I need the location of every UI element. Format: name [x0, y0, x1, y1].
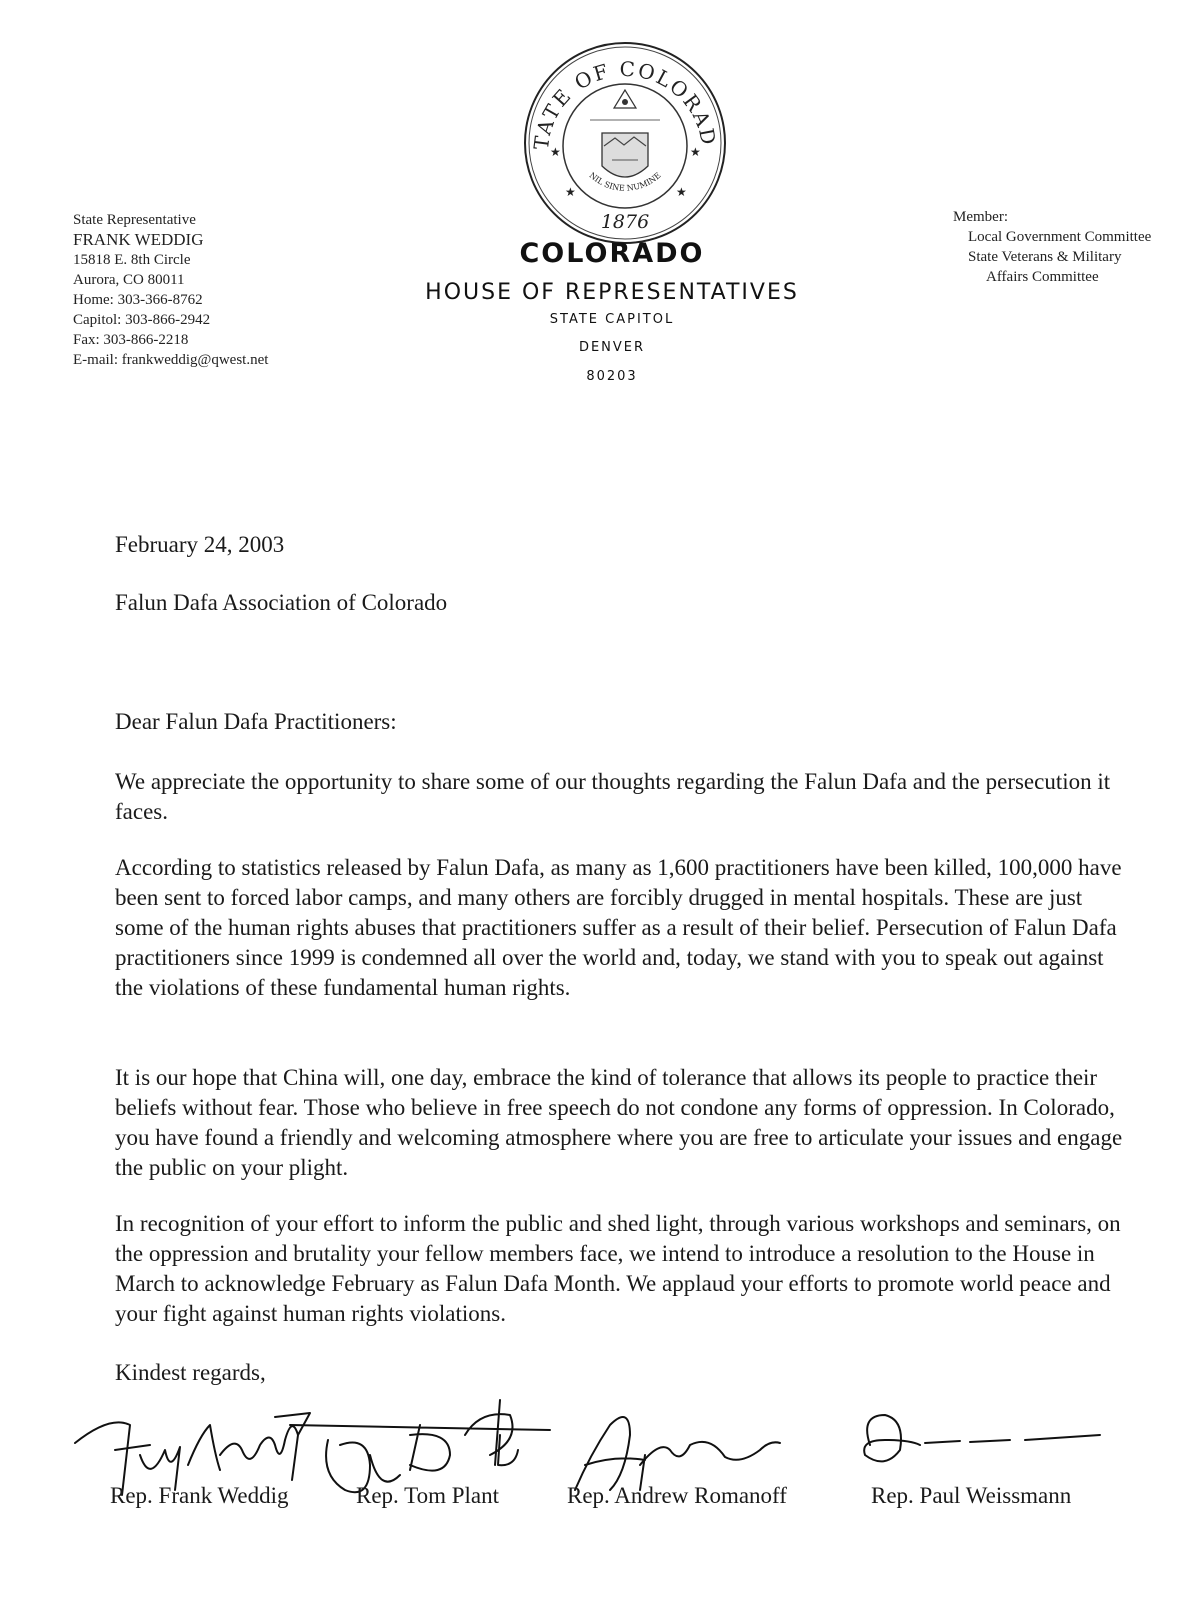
signature-paul-weissmann: [864, 1415, 1100, 1461]
sender-info: [73, 210, 268, 370]
letterhead-house: HOUSE OF REPRESENTATIVES: [425, 280, 799, 305]
signatory-name: Rep. Frank Weddig: [110, 1483, 289, 1508]
sender-address-line2: Aurora, CO 80011: [73, 272, 185, 288]
signatory-name: Rep. Tom Plant: [356, 1483, 499, 1508]
committee-item: Local Government Committee: [968, 229, 1152, 245]
sender-capitol-phone: Capitol: 303-866-2942: [73, 312, 211, 328]
letterhead-city: DENVER: [578, 340, 646, 355]
signature-andrew-romanoff: [575, 1417, 780, 1490]
letter-paragraph-3: It is our hope that China will, one day, embrace the kind of tolerance that allows its people to practice their beliefs without fear. Those who believe in free speech do not condone any forms of oppression. In Colorado, you have found a friendly and welcoming atmosphere where you are free to articulate your issues and engage the public on your plight.: [115, 1065, 1123, 1180]
letter-paragraph-2: According to statistics released by Falun Dafa, as many as 1,600 practitioners have been killed, 100,000 have been sent to forced labor camps, and many others are forcibly drugged in mental hospitals. These are just some of the human rights abuses that practitioners suffer as a result of their belief. Persecution of Falun Dafa practitioners since 1999 is condemned all over the world and, today, we stand with you to speak out against the violations of these fundamental human rights.: [115, 855, 1122, 1000]
sender-email: E-mail: frankweddig@qwest.net: [73, 352, 269, 368]
committee-membership: [953, 207, 1151, 287]
signatory-name: Rep. Paul Weissmann: [871, 1483, 1072, 1508]
letter-closing: Kindest regards,: [115, 1360, 266, 1385]
sender-name: FRANK WEDDIG: [73, 230, 204, 249]
letter-paragraph-1: We appreciate the opportunity to share some of our thoughts regarding the Falun Dafa and the persecution it faces.: [115, 769, 1111, 824]
letter-recipient: Falun Dafa Association of Colorado: [115, 590, 448, 615]
committee-item: Affairs Committee: [986, 269, 1099, 285]
sender-address-line1: 15818 E. 8th Circle: [73, 252, 191, 268]
signature-tom-plant: [290, 1400, 550, 1492]
letter-salutation: Dear Falun Dafa Practitioners:: [115, 709, 397, 734]
signatory-name: Rep. Andrew Romanoff: [567, 1483, 787, 1508]
letter-paragraph-4: In recognition of your effort to inform the public and shed light, through various workshops and seminars, on the oppression and brutality your fellow members face, we intend to introduce a resolution to the House in March to acknowledge February as Falun Dafa Month. We applaud your efforts to promote world peace and your fight against human rights violations.: [115, 1211, 1121, 1326]
state-seal: [520, 38, 730, 248]
letterhead-zip: 80203: [586, 369, 638, 384]
svg-text:★: ★: [676, 185, 687, 199]
sender-title: State Representative: [73, 212, 196, 228]
sender-home-phone: Home: 303-366-8762: [73, 292, 203, 308]
svg-text:★: ★: [690, 145, 701, 159]
letter-date: February 24, 2003: [115, 532, 285, 557]
svg-text:★: ★: [550, 145, 561, 159]
member-label: Member:: [953, 209, 1008, 225]
sender-fax: Fax: 303-866-2218: [73, 332, 189, 348]
committee-item: State Veterans & Military: [968, 249, 1122, 265]
seal-ring-text: TATE OF COLORAD: [528, 56, 722, 152]
letterhead-capitol: STATE CAPITOL: [549, 312, 675, 327]
seal-year: 1876: [600, 211, 650, 233]
svg-text:★: ★: [565, 185, 576, 199]
letterhead-state: COLORADO: [519, 238, 705, 269]
seal-motto: NIL SINE NUMINE: [587, 170, 663, 193]
